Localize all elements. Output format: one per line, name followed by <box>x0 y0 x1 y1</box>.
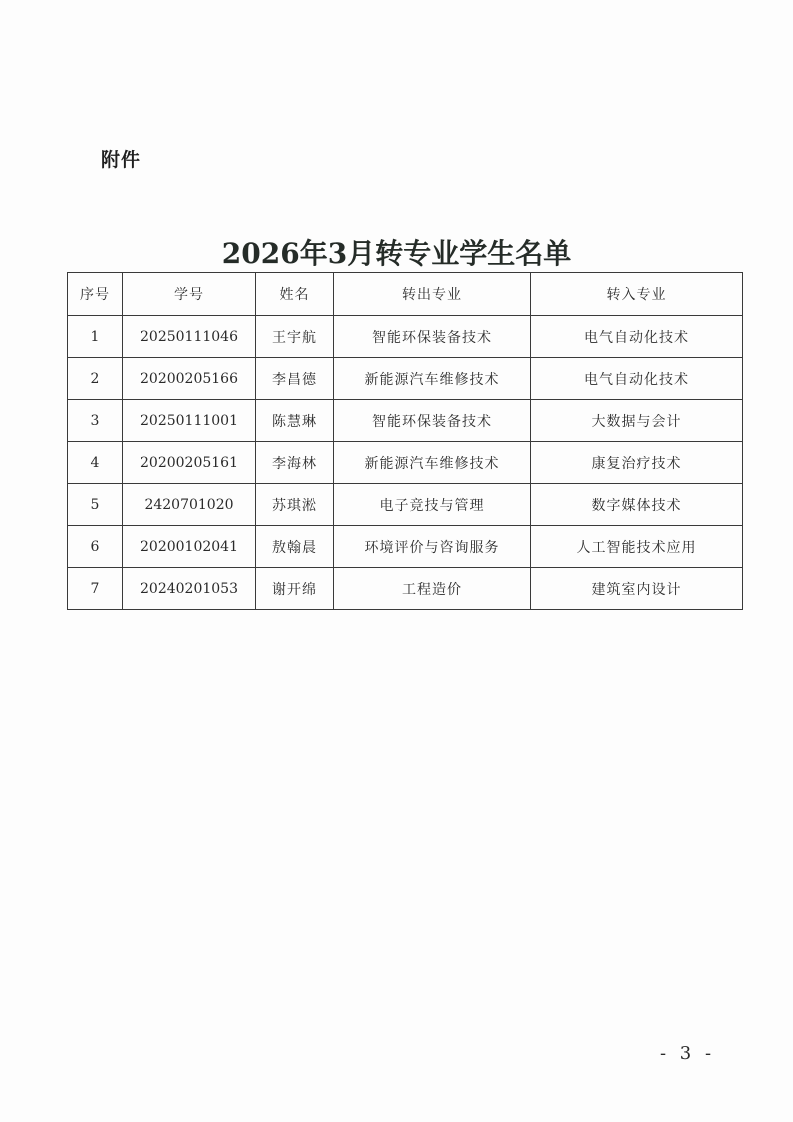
table-row <box>68 568 743 610</box>
row-student-id: 20200102041 <box>123 526 256 568</box>
row-student-id: 20200205161 <box>123 442 256 484</box>
row-to-major: 电气自动化技术 <box>531 316 743 358</box>
transfer-students-table <box>67 272 743 610</box>
header-student-id: 学号 <box>123 273 256 316</box>
row-student-name: 李海林 <box>256 442 334 484</box>
row-to-major: 人工智能技术应用 <box>531 526 743 568</box>
row-from-major: 新能源汽车维修技术 <box>334 442 531 484</box>
row-index: 2 <box>68 358 123 400</box>
row-student-id: 2420701020 <box>123 484 256 526</box>
row-from-major: 电子竞技与管理 <box>334 484 531 526</box>
row-to-major: 数字媒体技术 <box>531 484 743 526</box>
table-row <box>68 358 743 400</box>
row-from-major: 智能环保装备技术 <box>334 400 531 442</box>
table-row <box>68 484 743 526</box>
row-student-id: 20200205166 <box>123 358 256 400</box>
row-student-id: 20250111046 <box>123 316 256 358</box>
row-student-id: 20250111001 <box>123 400 256 442</box>
row-index: 7 <box>68 568 123 610</box>
table-row <box>68 442 743 484</box>
header-name: 姓名 <box>256 273 334 316</box>
row-from-major: 新能源汽车维修技术 <box>334 358 531 400</box>
table-row <box>68 316 743 358</box>
row-index: 3 <box>68 400 123 442</box>
header-from-major: 转出专业 <box>334 273 531 316</box>
table-row <box>68 400 743 442</box>
row-student-id: 20240201053 <box>123 568 256 610</box>
row-student-name: 谢开绵 <box>256 568 334 610</box>
row-index: 5 <box>68 484 123 526</box>
row-student-name: 敖翰晨 <box>256 526 334 568</box>
row-index: 6 <box>68 526 123 568</box>
row-index: 4 <box>68 442 123 484</box>
row-from-major: 智能环保装备技术 <box>334 316 531 358</box>
row-to-major: 大数据与会计 <box>531 400 743 442</box>
header-to-major: 转入专业 <box>531 273 743 316</box>
page-number: - 3 - <box>660 1043 716 1064</box>
attachment-label: 附件 <box>101 149 142 171</box>
row-to-major: 电气自动化技术 <box>531 358 743 400</box>
row-to-major: 康复治疗技术 <box>531 442 743 484</box>
row-student-name: 陈慧琳 <box>256 400 334 442</box>
row-student-name: 李昌德 <box>256 358 334 400</box>
document-title: 2026年3月转专业学生名单 <box>221 237 572 270</box>
row-student-name: 苏琪淞 <box>256 484 334 526</box>
row-from-major: 环境评价与咨询服务 <box>334 526 531 568</box>
table-row <box>68 526 743 568</box>
row-student-name: 王宇航 <box>256 316 334 358</box>
row-to-major: 建筑室内设计 <box>531 568 743 610</box>
row-from-major: 工程造价 <box>334 568 531 610</box>
header-index: 序号 <box>68 273 123 316</box>
row-index: 1 <box>68 316 123 358</box>
table-header-row <box>68 273 743 316</box>
